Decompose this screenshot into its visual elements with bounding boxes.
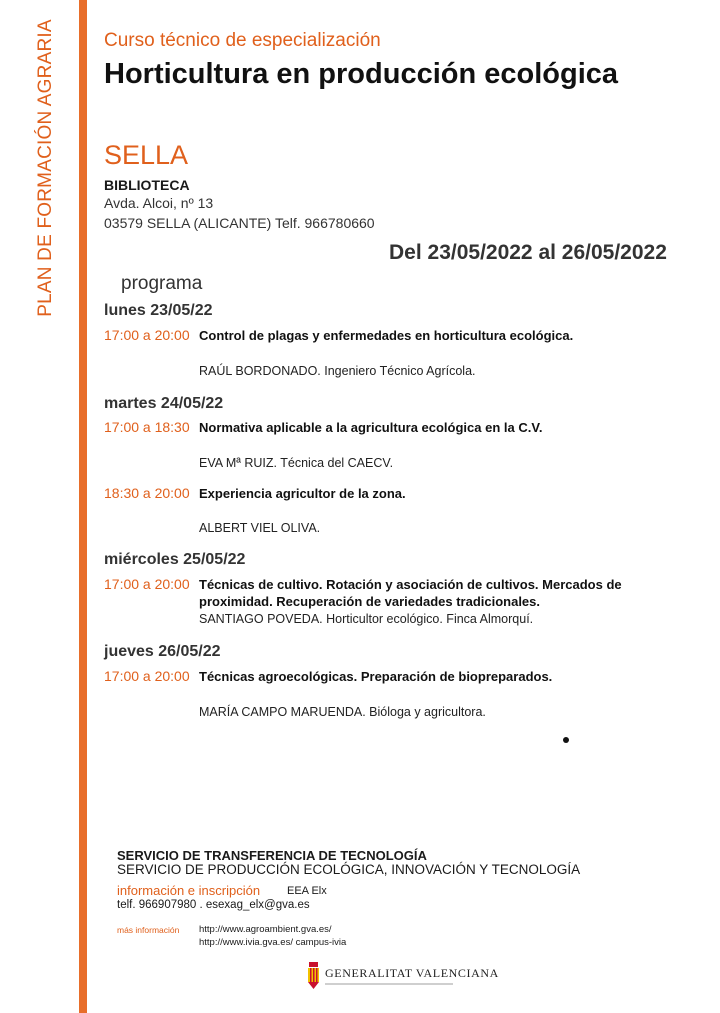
- course-title: Horticultura en producción ecológica: [104, 58, 619, 90]
- info-label: información e inscripción: [117, 883, 261, 898]
- session-title: Normativa aplicable a la agricultura ecológica en la C.V.: [199, 420, 543, 435]
- session-time: 17:00 a 20:00: [104, 327, 190, 343]
- logo-text: GENERALITAT VALENCIANA: [325, 966, 499, 980]
- session-time: 17:00 a 20:00: [104, 668, 190, 684]
- session-title: Control de plagas y enfermedades en horticultura ecológica.: [199, 328, 574, 343]
- session-speaker: SANTIAGO POVEDA. Horticultor ecológico. Finca Almorquí.: [199, 612, 534, 626]
- session-title: Experiencia agricultor de la zona.: [199, 486, 406, 501]
- day-heading: martes 24/05/22: [104, 395, 224, 412]
- contact-info: telf. 966907980 . esexag_elx@gva.es: [117, 899, 310, 911]
- day-heading: lunes 23/05/22: [104, 302, 213, 319]
- address-line-2: 03579 SELLA (ALICANTE) Telf. 966780660: [104, 215, 375, 231]
- session-speaker: RAÚL BORDONADO. Ingeniero Técnico Agrícola.: [199, 364, 476, 378]
- session-speaker: EVA Mª RUIZ. Técnica del CAECV.: [199, 456, 394, 470]
- link-agroambient[interactable]: http://www.agroambient.gva.es/: [199, 924, 332, 935]
- course-subtitle: Curso técnico de especialización: [104, 30, 381, 51]
- service-name-1: SERVICIO DE TRANSFERENCIA DE TECNOLOGÍA: [117, 848, 427, 863]
- accent-bar: [79, 0, 87, 1013]
- town-name: SELLA: [104, 140, 189, 170]
- session-speaker: ALBERT VIEL OLIVA.: [199, 521, 321, 535]
- logo-underline: [325, 983, 453, 985]
- info-place: EEA Elx: [287, 885, 327, 897]
- day-heading: miércoles 25/05/22: [104, 551, 246, 568]
- side-label: PLAN DE FORMACIÓN AGRARIA: [35, 19, 56, 317]
- session-time: 17:00 a 20:00: [104, 576, 190, 592]
- service-name-2: SERVICIO DE PRODUCCIÓN ECOLÓGICA, INNOVACIÓN Y TECNOLOGÍA: [117, 862, 581, 877]
- program-heading: programa: [121, 273, 203, 294]
- more-info-label: más información: [117, 925, 180, 935]
- bullet-dot: [563, 737, 569, 743]
- generalitat-logo-icon: [307, 962, 321, 990]
- session-time: 18:30 a 20:00: [104, 485, 190, 501]
- link-ivia[interactable]: http://www.ivia.gva.es/ campus-ivia: [199, 937, 347, 948]
- session-speaker: MARÍA CAMPO MARUENDA. Bióloga y agricultora.: [199, 705, 486, 719]
- address-line-1: Avda. Alcoi, nº 13: [104, 195, 214, 211]
- venue-name: BIBLIOTECA: [104, 177, 190, 193]
- day-heading: jueves 26/05/22: [104, 643, 221, 660]
- course-dates: Del 23/05/2022 al 26/05/2022: [389, 241, 667, 264]
- session-title: Técnicas de cultivo. Rotación y asociación de cultivos. Mercados de proximidad. Recuperación de variedades tradicionales.: [199, 577, 622, 609]
- session-time: 17:00 a 18:30: [104, 419, 190, 435]
- session-title: Técnicas agroecológicas. Preparación de biopreparados.: [199, 669, 553, 684]
